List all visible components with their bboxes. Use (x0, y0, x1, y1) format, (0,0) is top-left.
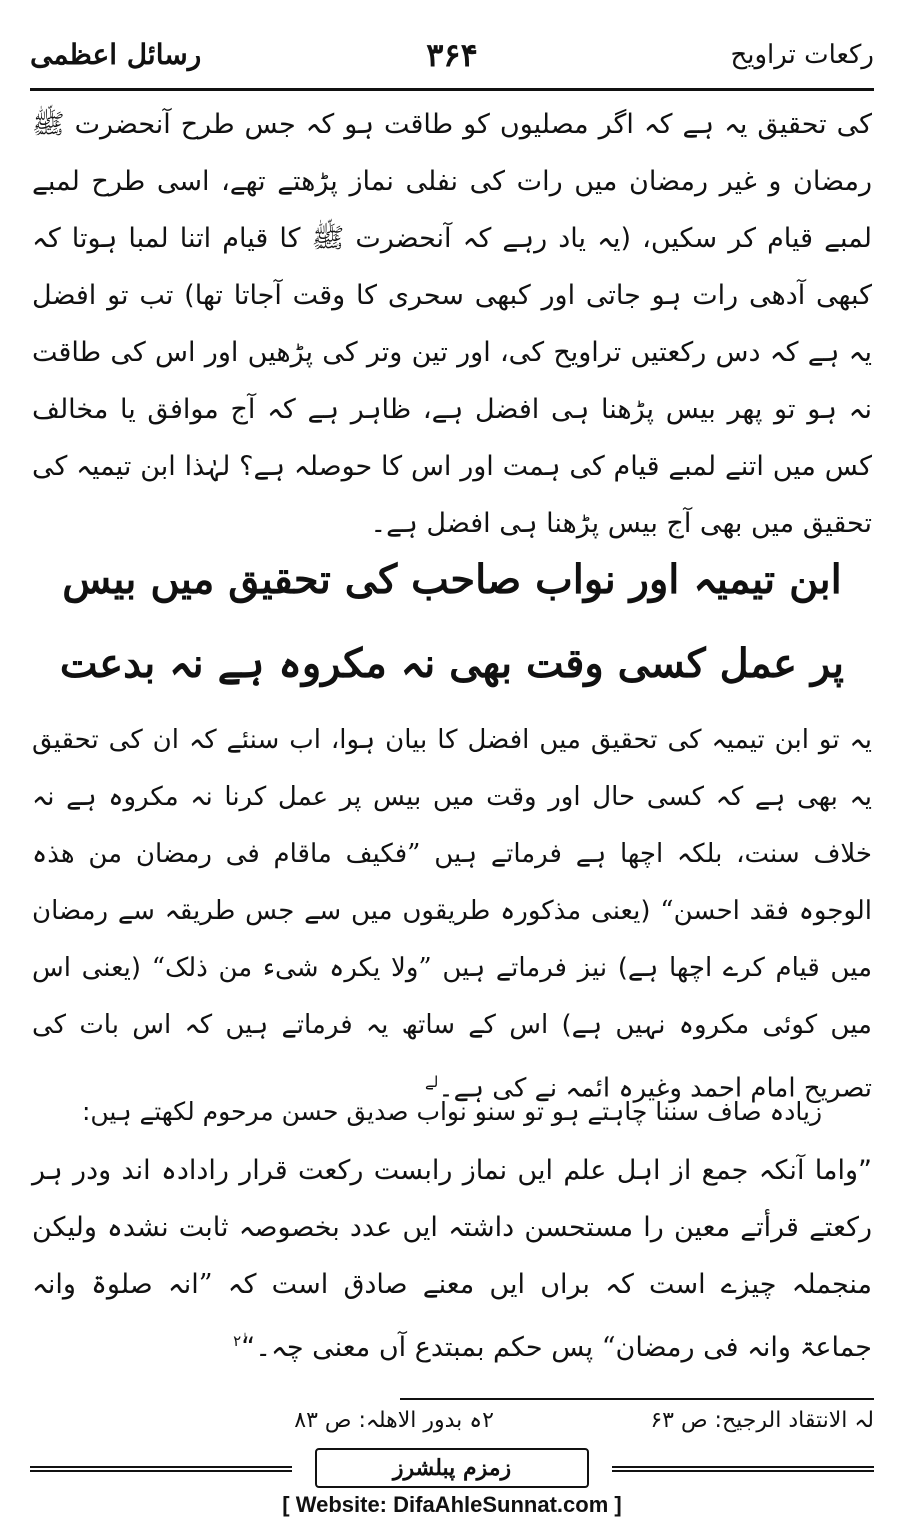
publisher-label: زمزم پبلشرز (315, 1448, 589, 1488)
publisher-band (30, 1448, 874, 1488)
arabic-quote-2: ”ولا یکرہ شیء من ذلک“ (151, 953, 432, 983)
paragraph-2-text-c: (یعنی اس میں کوئی مکروہ نہیں ہے) اس کے ساتھ یہ فرماتے ہیں کہ اس بات کی تصریح امام احمد وغیرہ ائمہ نے کی ہے۔ (32, 953, 872, 1104)
footnotes (30, 1408, 874, 1442)
book-title: رسائل اعظمی (30, 38, 202, 71)
band-rule-right (612, 1466, 874, 1472)
arabic-quote-1: ”فکیف ماقام فی رمضان من ھذہ الوجوہ فقد احسن“ (32, 839, 873, 926)
page-header (30, 30, 874, 90)
paragraph-2 (32, 712, 872, 1118)
paragraph-2-text-a: یہ تو ابن تیمیہ کی تحقیق میں افضل کا بیان ہوا، اب سنئے کہ ان کی تحقیق یہ بھی ہے کہ کسی حال اور وقت میں بیس پر عمل کرنا نہ مکروہ ہے نہ خلاف سنت، بلکہ اچھا ہے فرماتے ہیں (32, 725, 872, 869)
footnote-marker-2: ٰ۲ (233, 1332, 242, 1350)
persian-quote: ”واما آنکہ جمع از اہل علم ایں نماز رابست رکعت قرار رادادہ اند ودر ہر رکعتے قرأتے معین را مستحسن داشتہ ایں عدد بخصوصہ ثابت نشدہ ولیکن منجملہ چیزے است کہ براں ایں معنے صادق است کہ (32, 1155, 872, 1300)
footnote-rule (400, 1398, 874, 1400)
header-rule (30, 88, 874, 91)
section-heading: ابن تیمیہ اور نواب صاحب کی تحقیق میں بیس پر عمل کسی وقت بھی نہ مکروہ ہے نہ بدعت (59, 556, 845, 687)
band-rule-left (30, 1466, 292, 1472)
footnote-2: ۲ہ بدور الاھلہ: ص ۸۳ (294, 1408, 494, 1433)
paragraph-1: کی تحقیق یہ ہے کہ اگر مصلیوں کو طاقت ہو کہ جس طرح آنحضرت ﷺ رمضان و غیر رمضان میں رات کی نفلی نماز پڑھتے تھے، اسی طرح لمبے لمبے قیام کر سکیں، (یہ یاد رہے کہ آنحضرت ﷺ کا قیام اتنا لمبا ہوتا کہ کبھی آدھی رات ہو جاتی اور کبھی سحری کا وقت آجاتا تھا) تب تو افضل یہ ہے کہ دس رکعتیں تراویح کی، اور تین وتر کی پڑھیں اور اس کی طاقت نہ ہو تو پھر بیس پڑھنا ہی افضل ہے، ظاہر ہے کہ آج موافق یا مخالف کس میں اتنے لمبے قیام کی ہمت اور اس کا حوصلہ ہے؟ لہٰذا ابن تیمیہ کی تحقیق میں بھی آج بیس پڑھنا ہی افضل ہے۔ (32, 109, 872, 539)
footnote-marker-1: لے (424, 1073, 439, 1091)
quote-intro: زیادہ صاف سننا چاہتے ہو تو سنو نواب صدیق حسن مرحوم لکھتے ہیں: (81, 1097, 823, 1126)
arabic-quote-3: ”انہ صلوۃ وانہ جماعۃ وانہ فی رمضان“ (32, 1269, 872, 1363)
persian-quote-end: پس حکم بمبتدع آں معنی چہ۔“ (241, 1332, 594, 1363)
running-title: رکعات تراویح (730, 40, 874, 70)
paragraph-3 (32, 1142, 872, 1376)
page-number: ۳۶۴ (426, 36, 478, 74)
website-banner: [ Website: DifaAhleSunnat.com ] (282, 1492, 622, 1517)
footnote-1: لہ الانتقاد الرجیح: ص ۶۳ (650, 1408, 874, 1433)
paragraph-2-text-b: (یعنی مذکورہ طریقوں میں سے جس طریقہ سے رمضان میں قیام کرے اچھا ہے) نیز فرماتے ہیں (32, 896, 873, 983)
